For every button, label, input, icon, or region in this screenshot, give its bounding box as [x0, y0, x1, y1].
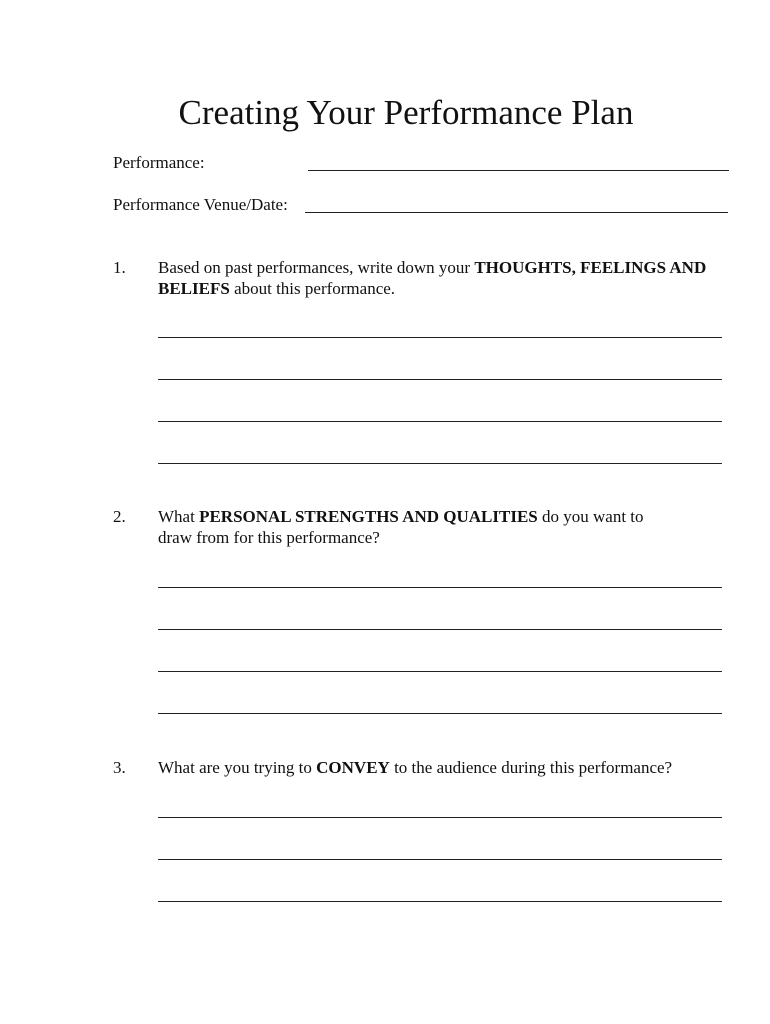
question-1-answer-line-1[interactable] [158, 337, 722, 338]
question-2-answer-line-1[interactable] [158, 587, 722, 588]
question-1-answer-line-2[interactable] [158, 379, 722, 380]
question-2-text [158, 506, 678, 548]
performance-label: Performance: [113, 153, 205, 172]
question-1-answer-line-3[interactable] [158, 421, 722, 422]
question-1-emphasis: THOUGHTS, FEELINGS AND BELIEFS [158, 258, 707, 298]
question-3-number: 3. [113, 758, 126, 777]
venue-date-input-line[interactable] [305, 212, 728, 213]
page-title: Creating Your Performance Plan [178, 93, 634, 132]
question-3-answer-line-2[interactable] [158, 859, 722, 860]
performance-input-line[interactable] [308, 170, 729, 171]
question-2-answer-line-3[interactable] [158, 671, 722, 672]
question-2-emphasis: PERSONAL STRENGTHS AND QUALITIES [199, 507, 538, 526]
question-3-text-after: to the audience during this performance? [389, 758, 673, 777]
question-2-answer-line-4[interactable] [158, 713, 722, 714]
question-1-number: 1. [113, 258, 126, 277]
question-1-text [158, 257, 733, 299]
question-1-text-before: Based on past performances, write down your [158, 258, 475, 277]
question-1-text-after: about this performance. [229, 279, 396, 298]
question-2-answer-line-2[interactable] [158, 629, 722, 630]
question-2-number: 2. [113, 507, 126, 526]
question-1-answer-line-4[interactable] [158, 463, 722, 464]
question-3-text [158, 757, 738, 778]
question-3-emphasis: CONVEY [316, 758, 390, 777]
question-2-text-before: What [158, 507, 200, 526]
question-3-answer-line-1[interactable] [158, 817, 722, 818]
venue-date-label: Performance Venue/Date: [113, 195, 288, 214]
question-3-text-before: What are you trying to [158, 758, 317, 777]
question-3-answer-line-3[interactable] [158, 901, 722, 902]
question-2-text-after: do you want to draw from for this performance? [158, 507, 644, 547]
